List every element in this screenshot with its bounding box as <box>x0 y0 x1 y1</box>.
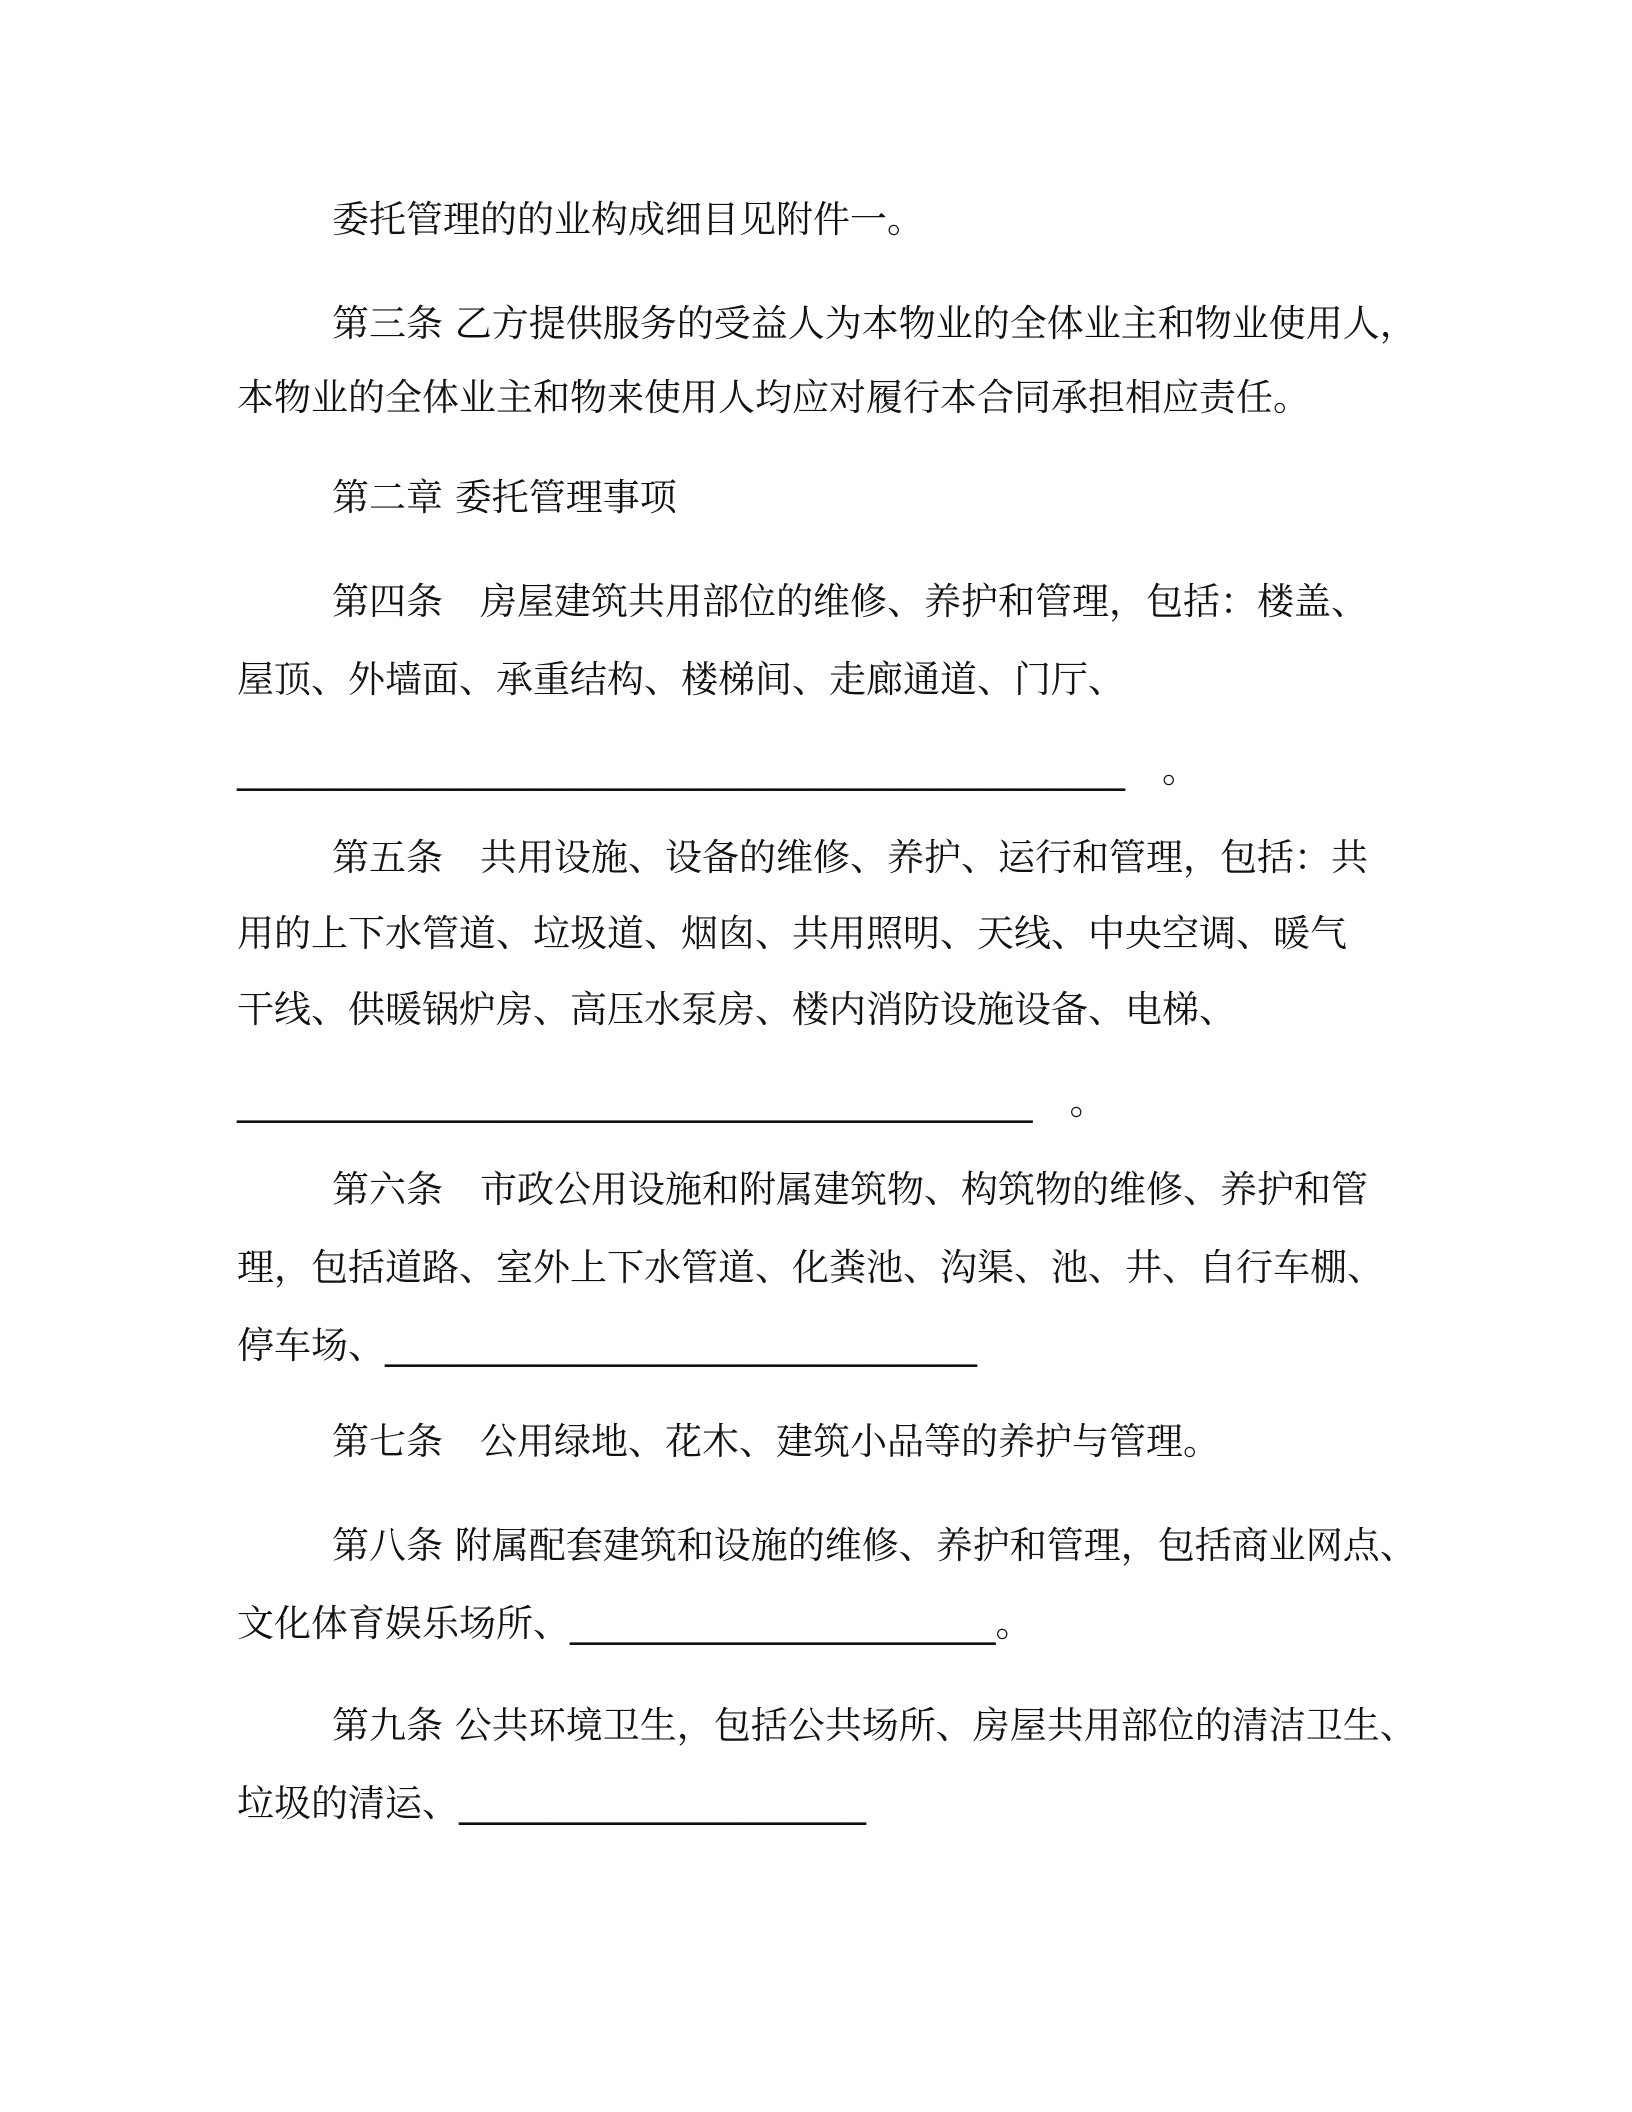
article-5-line-1: 第五条 共用设施、设备的维修、养护、运行和管理，包括：共 <box>332 836 1368 879</box>
article-9-line-1: 第九条 公共环境卫生，包括公共场所、房屋共用部位的清洁卫生、 <box>332 1704 1417 1747</box>
article-6-line-1: 第六条 市政公用设施和附属建筑物、构筑物的维修、养护和管 <box>332 1168 1368 1211</box>
article-4-line-1: 第四条 房屋建筑共用部位的维修、养护和管理，包括：楼盖、 <box>332 580 1368 623</box>
article-5-blank-line: ___________________________________________ 。 <box>237 1080 1107 1123</box>
article-3-line-2: 本物业的全体业主和物来使用人均应对履行本合同承担相应责任。 <box>237 376 1310 419</box>
chapter-2-heading: 第二章 委托管理事项 <box>332 476 677 519</box>
article-8-line-1: 第八条 附属配套建筑和设施的维修、养护和管理，包括商业网点、 <box>332 1524 1417 1567</box>
article-6-line-2: 理，包括道路、室外上下水管道、化粪池、沟渠、池、井、自行车棚、 <box>237 1246 1384 1289</box>
article-5-line-3: 干线、供暖锅炉房、高压水泵房、楼内消防设施设备、电梯、 <box>237 988 1236 1031</box>
article-4-blank-line: ________________________________________________ 。 <box>237 748 1199 791</box>
article-6-line-3: 停车场、________________________________ <box>237 1324 977 1367</box>
article-9-line-2: 垃圾的清运、______________________ <box>237 1782 866 1825</box>
article-8-line-2: 文化体育娱乐场所、_______________________。 <box>237 1602 1033 1645</box>
article-7-line-1: 第七条 公用绿地、花木、建筑小品等的养护与管理。 <box>332 1420 1220 1463</box>
article-3-line-1: 第三条 乙方提供服务的受益人为本物业的全体业主和物业使用人， <box>332 302 1417 345</box>
paragraph-line-1: 委托管理的的业构成细目见附件一。 <box>332 198 924 241</box>
article-5-line-2: 用的上下水管道、垃圾道、烟囱、共用照明、天线、中央空调、暖气 <box>237 912 1347 955</box>
article-4-line-2: 屋顶、外墙面、承重结构、楼梯间、走廊通道、门厅、 <box>237 658 1125 701</box>
